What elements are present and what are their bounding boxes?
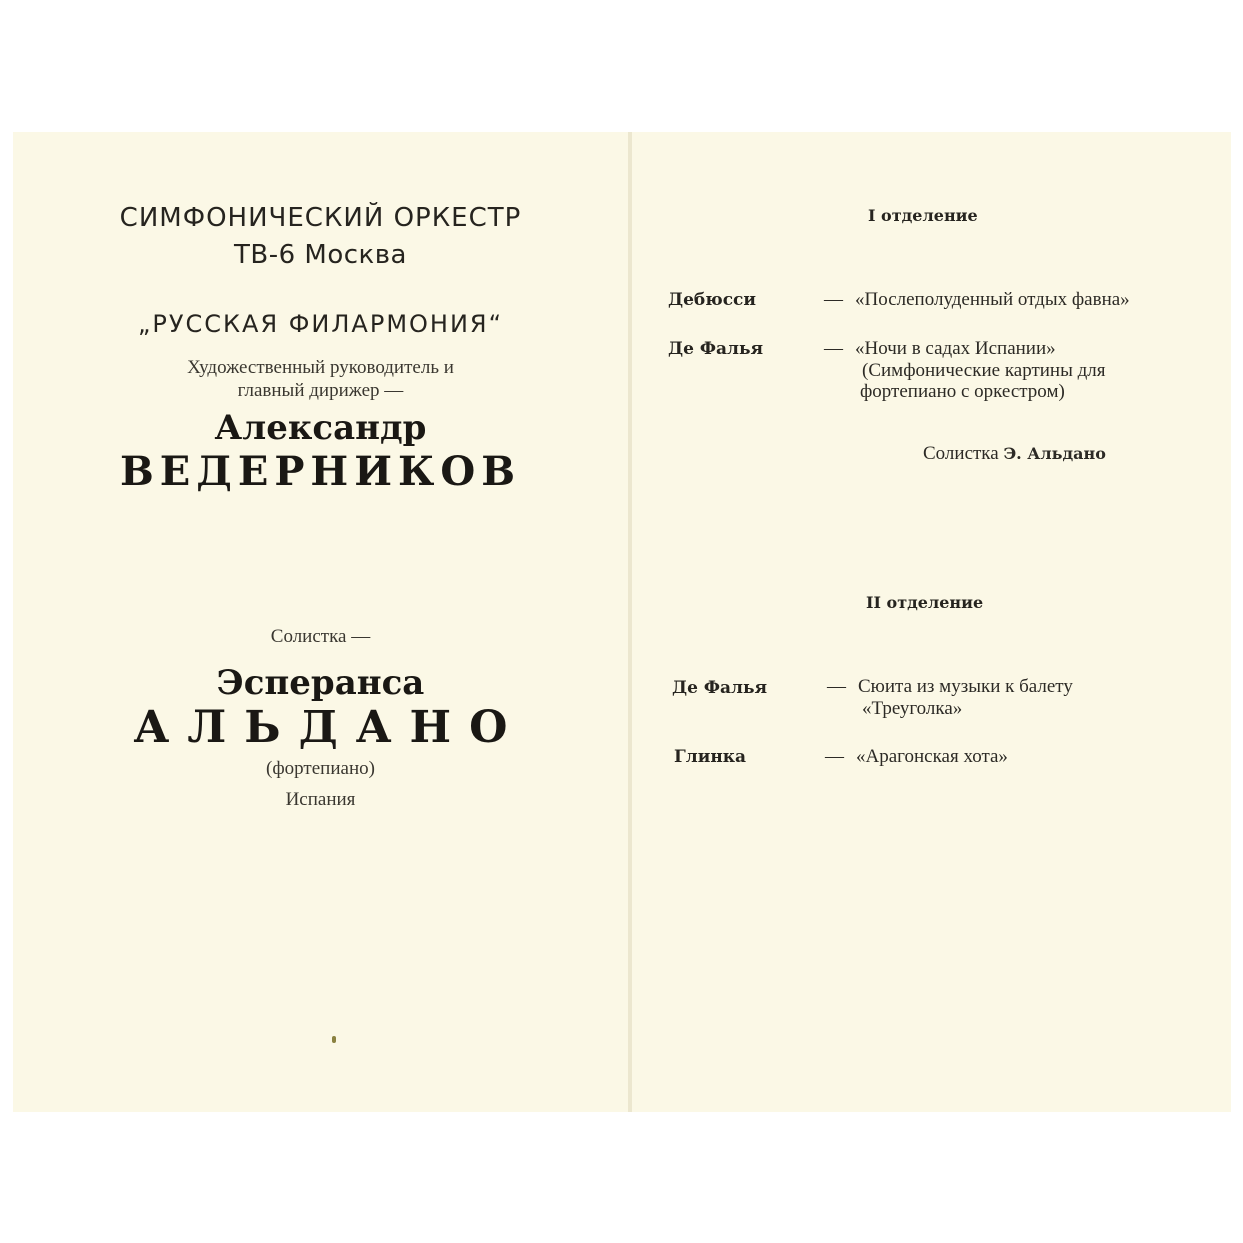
paper-speck [332, 1036, 336, 1043]
part1-item2-work: «Ночи в садах Испании» [855, 338, 1056, 359]
part1-soloist-credit [923, 443, 1106, 465]
soloist-first-name: Эсперанса [216, 663, 425, 703]
director-role-line1: Художественный руководитель и [187, 357, 454, 378]
philharmonic-title: „РУССКАЯ ФИЛАРМОНИЯ“ [137, 310, 504, 338]
soloist-country: Испания [285, 789, 356, 810]
part1-item2-composer: Де Фалья [668, 339, 764, 359]
part1-item2-work-line3: фортепиано с оркестром) [860, 381, 1065, 402]
part2-item1-dash: — [827, 676, 846, 697]
left-page-content [13, 0, 628, 1243]
part1-item1-work: «Послеполуденный отдых фавна» [855, 289, 1130, 310]
orchestra-title: СИМФОНИЧЕСКИЙ ОРКЕСТР [119, 203, 522, 233]
part2-title: II отделение [866, 593, 984, 612]
part1-title: I отделение [868, 206, 978, 225]
director-role-line2: главный дирижер — [237, 380, 404, 401]
part2-item2-dash: — [825, 746, 844, 767]
part1-item2-work-line2: (Симфонические картины для [862, 360, 1106, 381]
part2-item1-work: Сюита из музыки к балету [858, 676, 1073, 697]
soloist-last-name: АЛЬДАНО [133, 702, 526, 753]
part1-item1-composer: Дебюсси [668, 290, 757, 310]
part1-item1-dash: — [824, 289, 843, 310]
part1-soloist-prefix: Солистка [923, 443, 999, 464]
part2-item2-composer: Глинка [674, 747, 747, 767]
orchestra-subtitle: ТВ-6 Москва [233, 240, 407, 270]
soloist-label: Солистка — [270, 626, 371, 647]
conductor-first-name: Александр [214, 408, 427, 448]
part2-item1-work-line2: «Треуголка» [862, 698, 963, 719]
conductor-last-name: ВЕДЕРНИКОВ [119, 448, 522, 495]
part2-item2-work: «Арагонская хота» [856, 746, 1008, 767]
right-page [632, 132, 1231, 1112]
part2-item1-composer: Де Фалья [672, 678, 768, 698]
soloist-instrument: (фортепиано) [266, 758, 375, 779]
part1-item2-dash: — [824, 338, 843, 359]
part1-soloist-name: Э. Альдано [1003, 444, 1106, 463]
